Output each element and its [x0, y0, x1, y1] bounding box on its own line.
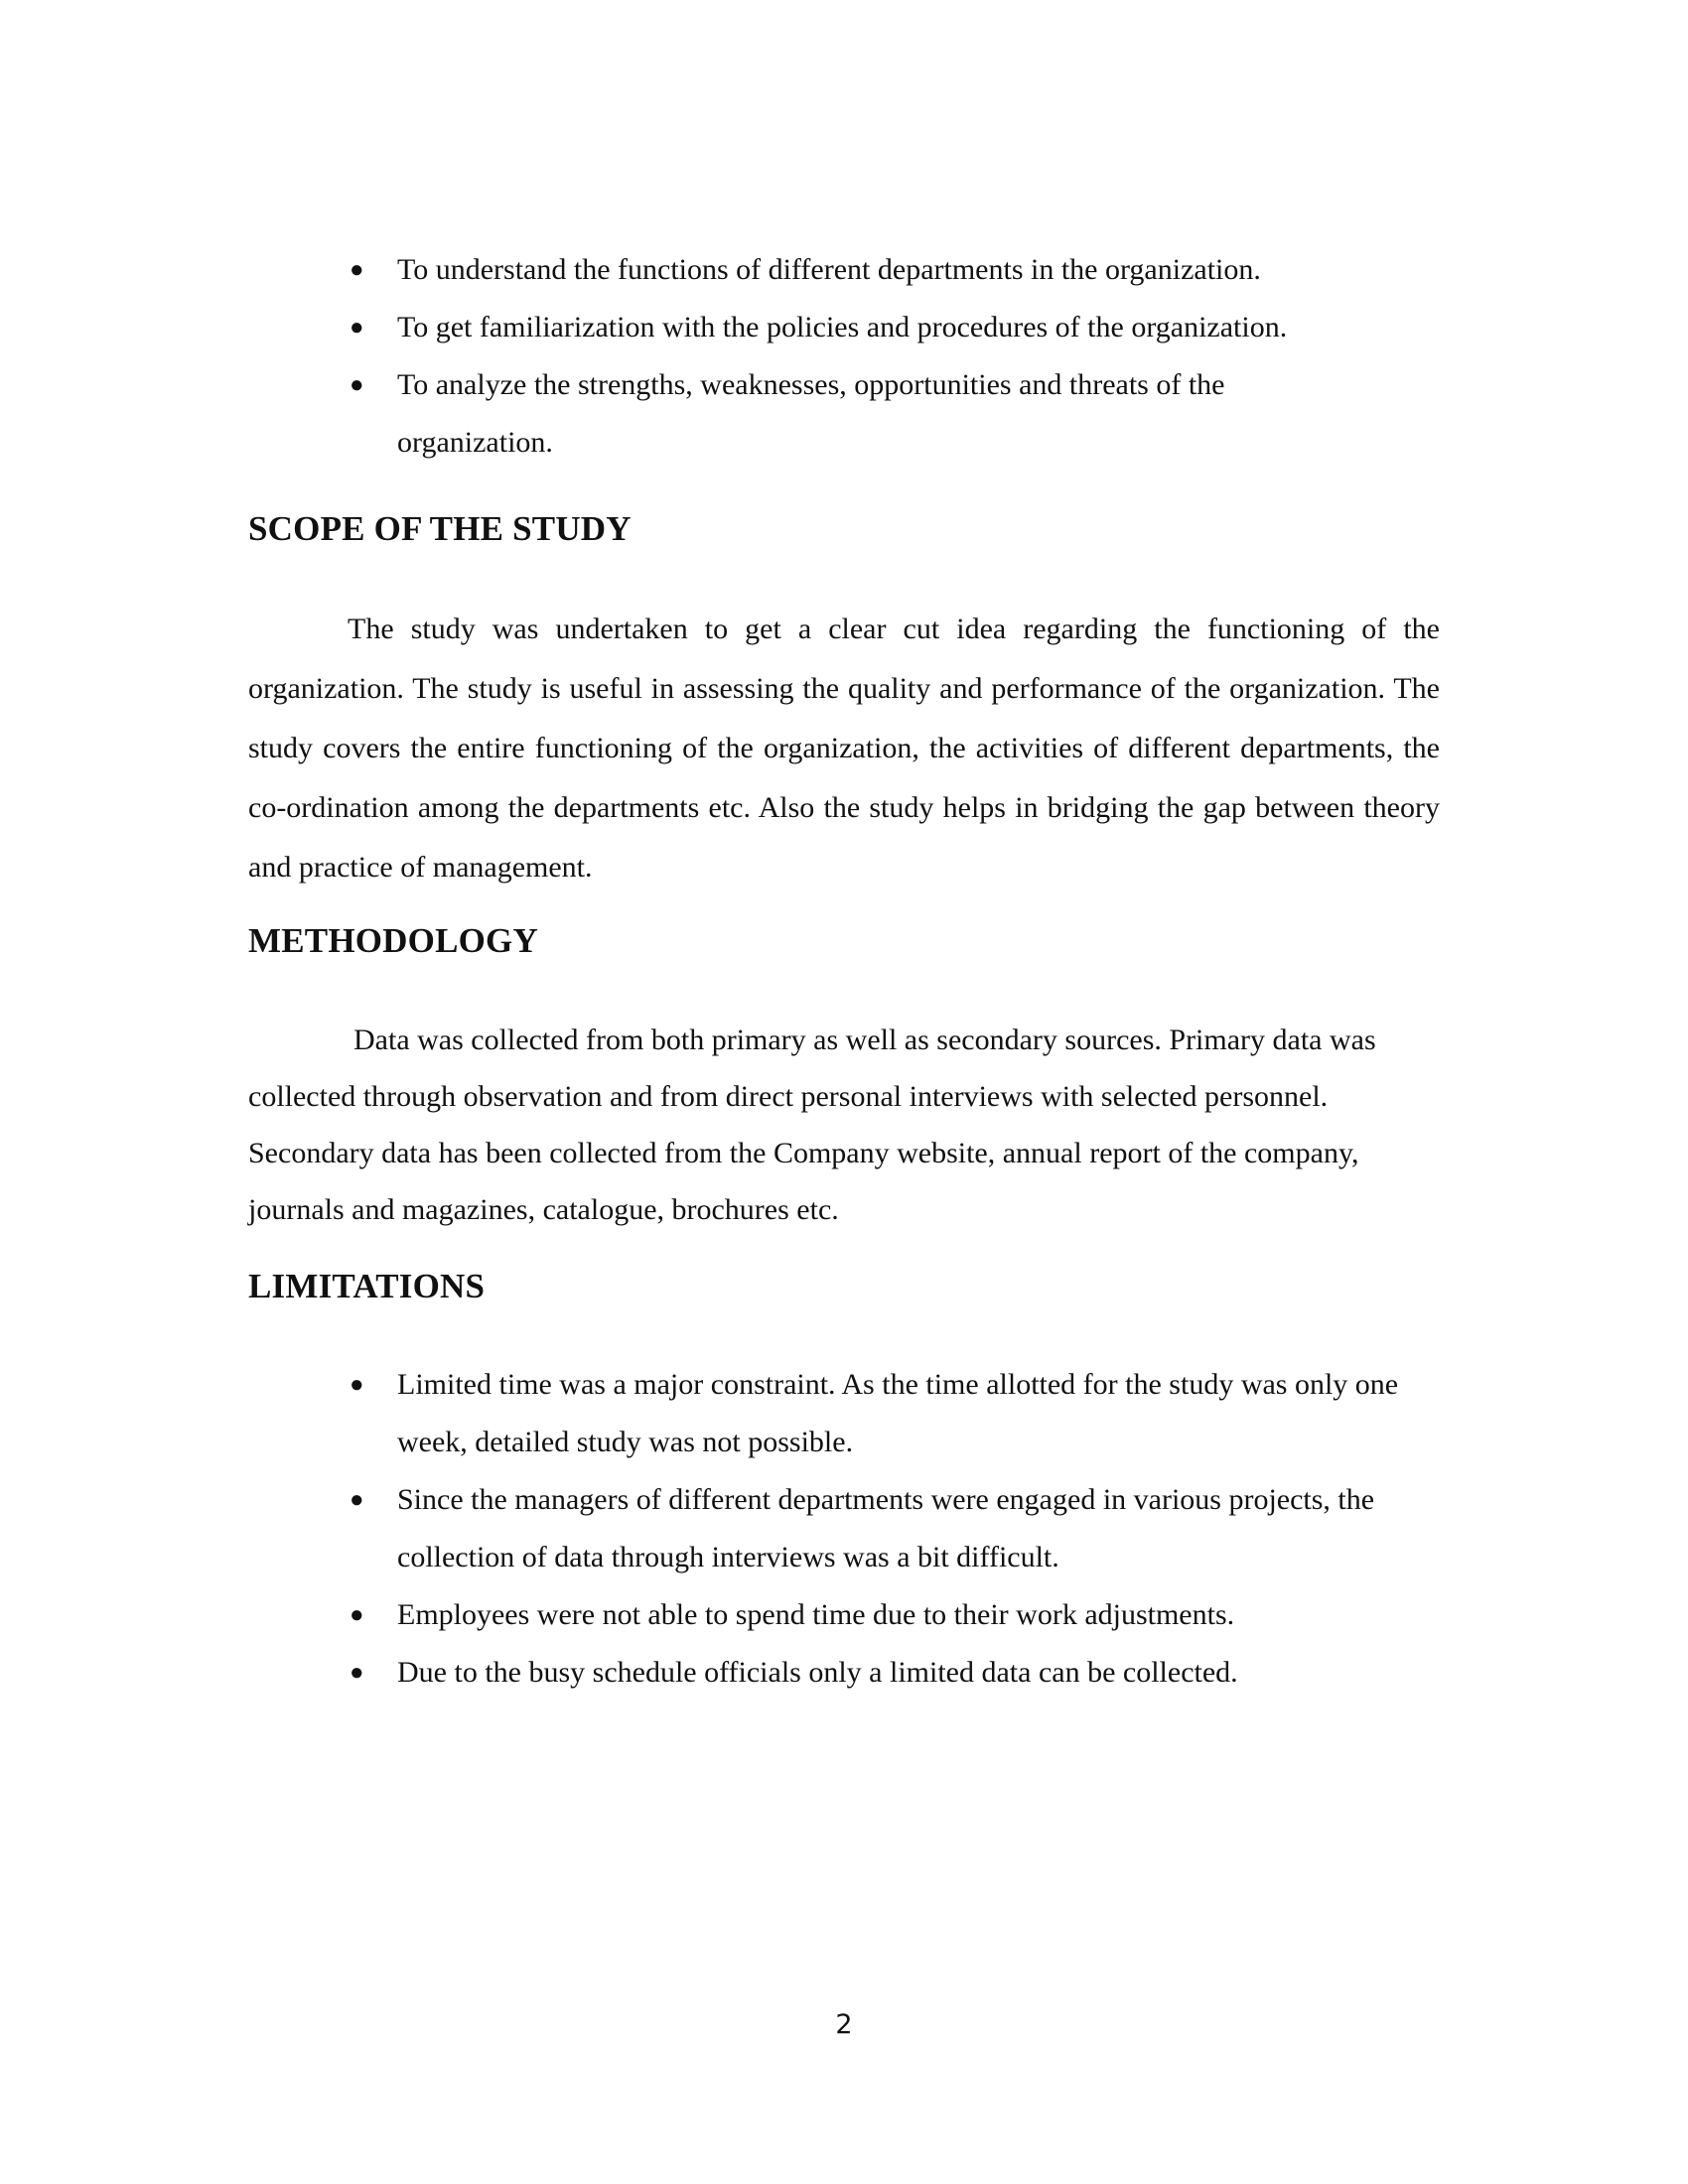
list-item: [350, 1356, 1440, 1471]
list-item-text: To get familiarization with the policies and procedures of the organization.: [397, 311, 1288, 343]
limitations-list: [350, 1356, 1440, 1702]
list-item: [350, 1644, 1440, 1702]
list-item-text: Limited time was a major constraint. As the time allotted for the study was only one week, detailed study was not possible.: [397, 1368, 1399, 1458]
methodology-paragraph: Data was collected from both primary as well as secondary sources. Primary data was collected through observation and from direct personal interviews with selected personnel. Secondary data has been collected from the Company website, annual report of the company, journals and magazines, catalogue, brochures etc.: [248, 1024, 1376, 1226]
bullet-icon: ●: [350, 372, 364, 398]
list-item-text: Since the managers of different departments were engaged in various projects, the collection of data through interviews was a bit difficult.: [397, 1483, 1375, 1573]
page-number: 2: [835, 2009, 853, 2040]
bullet-icon: ●: [350, 257, 364, 283]
list-item-text: Employees were not able to spend time due to their work adjustments.: [397, 1598, 1235, 1631]
bullet-icon: ●: [350, 1660, 364, 1686]
objectives-list: [350, 241, 1450, 472]
limitations-heading: LIMITATIONS: [248, 1267, 486, 1305]
bullet-icon: ●: [350, 315, 364, 341]
list-item-text: Due to the busy schedule officials only a limited data can be collected.: [397, 1656, 1238, 1689]
bullet-icon: ●: [350, 1602, 364, 1628]
list-item: [350, 356, 1331, 472]
scope-paragraph: The study was undertaken to get a clear cut idea regarding the functioning of the organization. The study is useful in assessing the quality and performance of the organization. The study covers the entire functioning of the organization, the activities of different departments, the co-ordination among the departments etc. Also the study helps in bridging the gap between theory and practice of management.: [248, 613, 1440, 884]
list-item: [350, 241, 1450, 299]
bullet-icon: ●: [350, 1487, 364, 1513]
bullet-icon: ●: [350, 1372, 364, 1398]
list-item: [350, 299, 1450, 356]
list-item: [350, 1471, 1440, 1586]
list-item: [350, 1586, 1440, 1644]
list-item-text: To analyze the strengths, weaknesses, opportunities and threats of the organization.: [397, 368, 1225, 459]
list-item-text: To understand the functions of different departments in the organization.: [397, 253, 1261, 286]
scope-heading: SCOPE OF THE STUDY: [248, 509, 632, 548]
methodology-heading: METHODOLOGY: [248, 921, 538, 960]
